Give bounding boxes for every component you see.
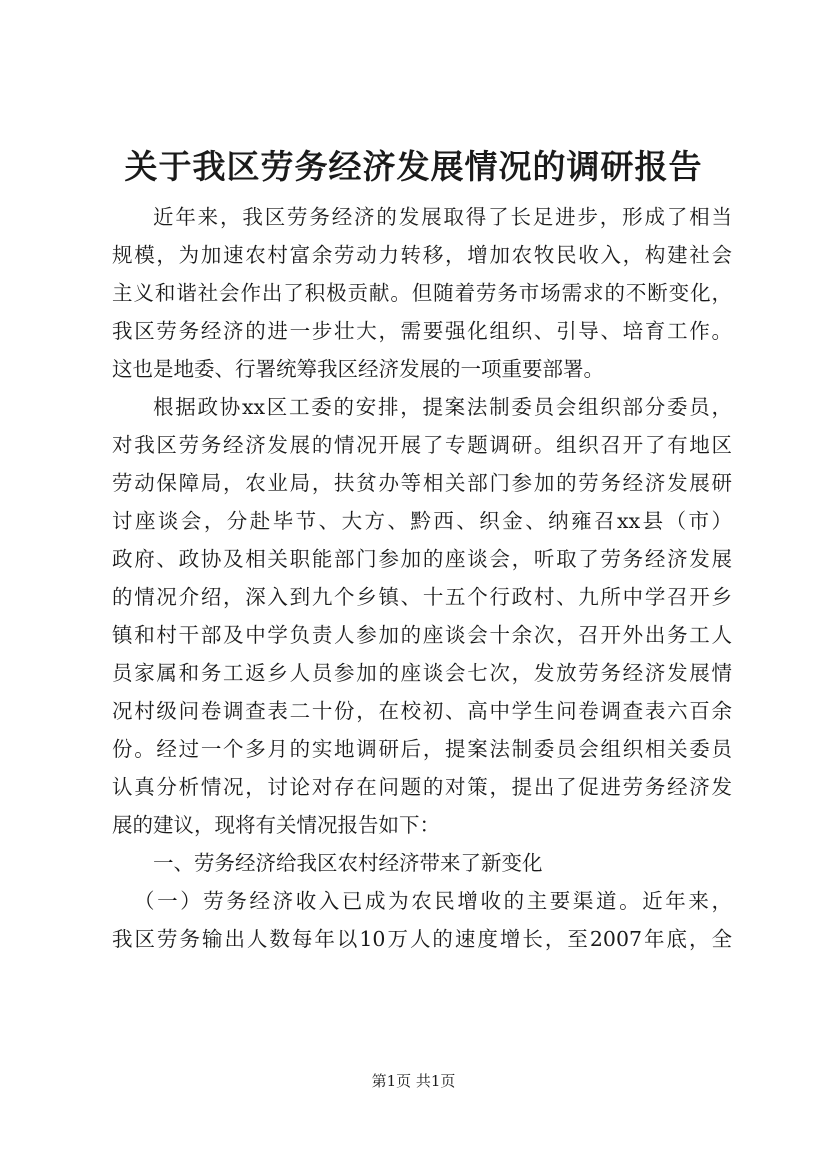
paragraph-line: 员家属和务工返乡人员参加的座谈会七次，发放劳务经济发展情 [112, 661, 732, 685]
paragraph-line: 近年来，我区劳务经济的发展取得了长足进步，形成了相当 [153, 205, 732, 229]
paragraph-line: 我区劳务经济的进一步壮大，需要强化组织、引导、培育工作。 [112, 319, 732, 343]
paragraph-line: 况村级问卷调查表二十份，在校初、高中学生问卷调查表六百余 [112, 699, 732, 723]
paragraph-line: 主义和谐社会作出了积极贡献。但随着劳务市场需求的不断变化， [112, 281, 732, 305]
paragraph-line: 我区劳务输出人数每年以10万人的速度增长，至2007年底，全 [112, 927, 732, 951]
section-heading: 一、劳务经济给我区农村经济带来了新变化 [153, 851, 543, 875]
page-number: 第1页 共1页 [371, 1072, 456, 1090]
paragraph-line: 份。经过一个多月的实地调研后，提案法制委员会组织相关委员 [112, 737, 732, 761]
paragraph-line: 认真分析情况，讨论对存在问题的对策，提出了促进劳务经济发 [112, 775, 732, 799]
paragraph-line: 讨座谈会，分赴毕节、大方、黔西、织金、纳雍召xx县（市） [112, 509, 732, 533]
document-title: 关于我区劳务经济发展情况的调研报告 [124, 147, 703, 186]
paragraph-line: 规模，为加速农村富余劳动力转移，增加农牧民收入，构建社会 [112, 243, 732, 267]
paragraph-line: 的情况介绍，深入到九个乡镇、十五个行政村、九所中学召开乡 [112, 585, 732, 609]
document-body [112, 198, 732, 958]
paragraph-line: 对我区劳务经济发展的情况开展了专题调研。组织召开了有地区 [112, 433, 732, 457]
paragraph-line: 这也是地委、行署统筹我区经济发展的一项重要部署。 [112, 357, 604, 381]
paragraph-line: （一）劳务经济收入已成为农民增收的主要渠道。近年来， [134, 889, 732, 913]
paragraph-line: 政府、政协及相关职能部门参加的座谈会，听取了劳务经济发展 [112, 547, 732, 571]
paragraph-line: 根据政协xx区工委的安排，提案法制委员会组织部分委员， [153, 395, 732, 419]
paragraph-line: 劳动保障局，农业局，扶贫办等相关部门参加的劳务经济发展研 [112, 471, 732, 495]
paragraph-line: 镇和村干部及中学负责人参加的座谈会十余次，召开外出务工人 [112, 623, 732, 647]
paragraph-line: 展的建议，现将有关情况报告如下： [112, 813, 440, 837]
